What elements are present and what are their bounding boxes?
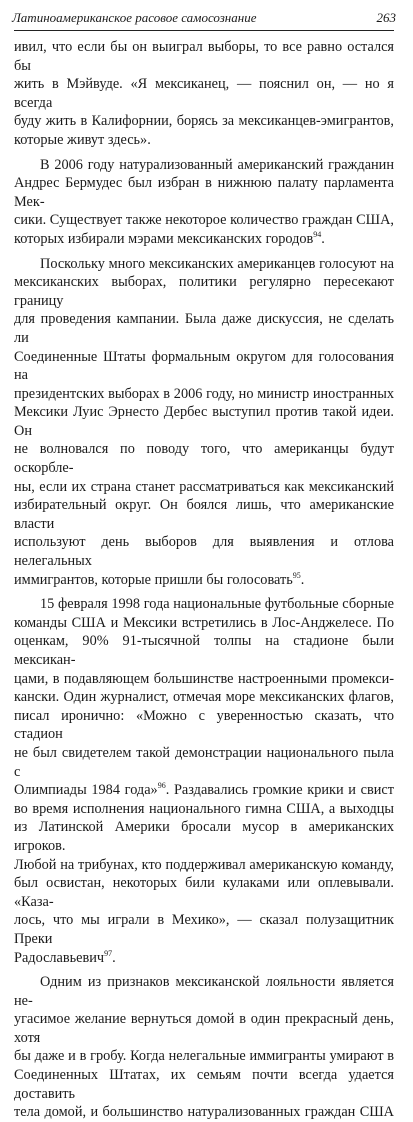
text-line: мексиканских выборах, политики регулярно пересекают границу	[14, 274, 394, 309]
text-line: Андрес Бермудес был избран в нижнюю палату парламента Мек-	[14, 175, 394, 210]
text-line: ивил, что если бы он выиграл выборы, то все равно остался бы	[14, 39, 394, 74]
running-title: Латиноамериканское расовое самосознание	[12, 10, 257, 25]
page-number: 263	[376, 10, 396, 25]
text-line: которых избирали мэрами мексиканских городов$^{94}$.	[14, 230, 325, 247]
text-line: иммигрантов, которые пришли бы голосовать$^{95}$.	[14, 570, 305, 588]
text-line-content: иммигрантов, которые пришли бы голосовать	[14, 571, 293, 588]
paragraph	[14, 38, 394, 150]
text-line: для проведения кампании. Была даже дискуссия, не сделать ли	[14, 311, 394, 346]
text-line: жить в Мэйвуде. «Я мексиканец, — пояснил он, — но я всегда	[14, 76, 394, 111]
text-line: В 2006 году натурализованный американский гражданин	[40, 156, 394, 173]
text-line	[14, 781, 394, 800]
text-line: буду жить в Калифорнии, борясь за мексиканцев-эмигрантов,	[14, 113, 394, 130]
footnote-marker: 96	[157, 781, 166, 791]
text-line: 15 февраля 1998 года национальные футбольные сборные	[40, 596, 394, 613]
body-text	[14, 38, 394, 1122]
text-line: ны, если их страна станет рассматриваться как мексиканский	[14, 478, 394, 495]
footnote-marker: 94	[313, 230, 322, 240]
text-line: Соединенные Штаты формальным округом для голосования на	[14, 348, 394, 384]
text-line: был освистан, некоторых били кулаками или оплевывали. «Каза-	[14, 875, 394, 910]
text-line: используют день выборов для выявления и отлова нелегальных	[14, 534, 394, 570]
text-line: писал иронично: «Можно с уверенностью сказать, что стадион	[14, 707, 394, 743]
footnote-marker: 95	[292, 570, 301, 580]
running-head	[12, 10, 396, 30]
text-line-content: которых избирали мэрами мексиканских городов	[14, 230, 314, 247]
text-line: во время исполнения национального гимна США, а выходцы	[14, 800, 394, 817]
text-line: оценкам, 90% 91-тысячной толпы на стадионе были мексикан-	[14, 633, 394, 668]
text-line: цами, в подавляющем большинстве настроенными промекси-	[14, 670, 394, 687]
text-line: Мексики Луис Эрнесто Дербес выступил против такой идеи. Он	[14, 404, 394, 439]
paragraph	[14, 973, 394, 1122]
text-line: сики. Существует также некоторое количество граждан США,	[14, 212, 394, 229]
text-line: лось, что мы играли в Мехико», — сказал полузащитник Преки	[14, 912, 394, 947]
text-line: Одним из признаков мексиканской лояльности является не-	[14, 974, 394, 1009]
footnote-marker: 97	[104, 948, 113, 958]
text-line: кански. Один журналист, отмечая море мексиканских флагов,	[14, 689, 394, 706]
text-line: не волновался по поводу того, что американцы будут оскорбле-	[14, 441, 394, 477]
text-line-content: Радославьевич	[14, 949, 105, 966]
text-line: угасимое желание вернуться домой в один прекрасный день, хотя	[14, 1011, 394, 1046]
text-line: тела домой, и большинство натурализованных граждан США	[14, 1104, 394, 1121]
text-line: из Латинской Америки бросали мусор в американских игроков.	[14, 819, 394, 854]
paragraph	[14, 156, 394, 249]
text-line-content: Олимпиады 1984 года»	[14, 782, 158, 799]
text-line: Радославьевич$^{97}$.	[14, 948, 116, 966]
text-line: Соединенных Штатах, их семьям почти всегда удается доставить	[14, 1067, 394, 1102]
text-line: президентских выборах в 2006 году, но министр иностранных	[14, 385, 394, 402]
text-line: Любой на трибунах, кто поддерживал американскую команду,	[14, 856, 394, 873]
header-rule	[14, 30, 394, 31]
text-line: которые живут здесь».	[14, 131, 151, 148]
text-line: Поскольку много мексиканских американцев голосуют на	[40, 255, 394, 272]
paragraph	[14, 595, 394, 967]
text-line: команды США и Мексики встретились в Лос-Анджелесе. По	[14, 614, 394, 631]
text-line: избирательный округ. Он боялся лишь, что американские власти	[14, 497, 394, 532]
text-line: не был свидетелем такой демонстрации национального пыла с	[14, 744, 394, 780]
text-line-tail: . Раздавались громкие крики и свист	[165, 782, 394, 799]
paragraph	[14, 255, 394, 590]
text-line: бы даже и в гробу. Когда нелегальные иммигранты умирают в	[14, 1048, 394, 1065]
